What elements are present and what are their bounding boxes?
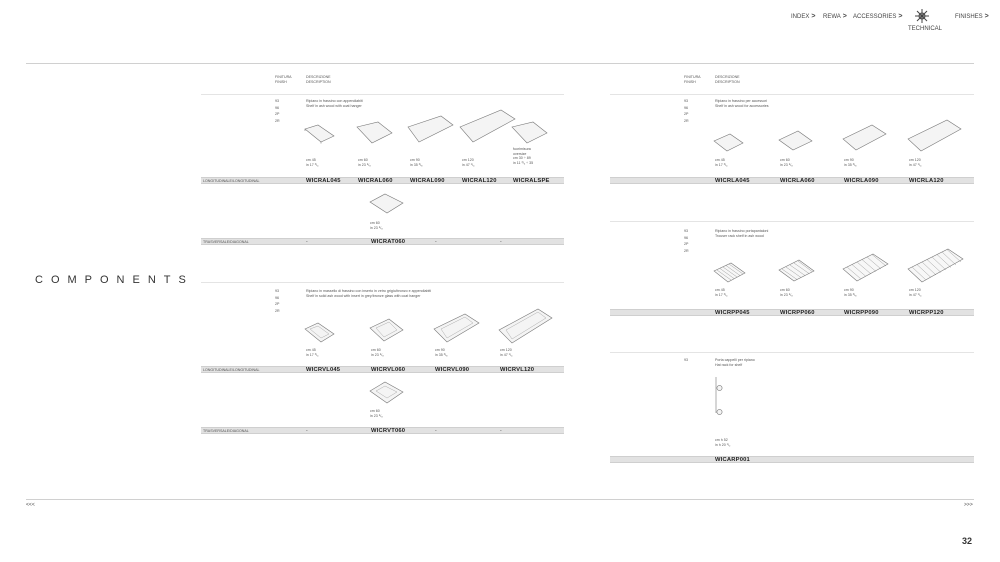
dimension-label: cm 60 in 23 ⁵/₈ — [370, 409, 383, 418]
product-code: WICRAT060 — [371, 239, 406, 245]
nav-finishes[interactable]: FINISHES > — [955, 13, 989, 20]
shelf-drawing — [511, 121, 549, 145]
product-description: Ripiano in frassino per accessori Shelf in ash wood for accessories — [715, 99, 769, 108]
product-code: WICRPP060 — [780, 310, 815, 316]
product-code: WICARP001 — [715, 457, 750, 463]
product-code: WICRAL090 — [410, 178, 445, 184]
product-code: WICRVT060 — [371, 428, 406, 434]
prev-page-button[interactable]: <<< — [26, 502, 35, 508]
dimension-label: cm 60 in 23 ⁵/₈ — [780, 158, 793, 167]
dimension-label: fuorimisura oversize cm 30 ÷ 89 in 11 ³/₄ ÷ 35 — [513, 147, 534, 165]
chevron-right-icon: > — [811, 13, 816, 20]
dimension-label: cm 45 in 17 ³/₄ — [306, 348, 319, 357]
nav-index[interactable]: INDEX > — [791, 13, 816, 20]
code-bar — [610, 309, 974, 316]
code-bar: TRASVERSALE/DIAGONAL - WICRAT060 - - — [201, 238, 564, 245]
page-number: 32 — [962, 536, 973, 546]
shelf-drawing — [713, 133, 745, 153]
next-page-button[interactable]: >>> — [964, 502, 973, 508]
technical-icon — [914, 8, 930, 24]
product-description: Ripiano in massello di frassino con inserto in vetro grigio/bronzo e appendiabiti Shelf in solid ash wood with insert in grey/bronze glass with coat hanger — [306, 289, 432, 298]
dimension-label: cm 45 in 17 ³/₄ — [715, 288, 728, 297]
trouser-rack-drawing — [713, 262, 747, 284]
product-description: Ripiano in frassino portapantaloni Trouser rack shelf in ash wood — [715, 229, 769, 238]
product-description: Porta cappelli per ripiano Hat rack for shelf — [715, 358, 755, 367]
header-rule — [201, 94, 564, 95]
finish-codes: 93 96 2P 2R — [275, 289, 280, 313]
product-code: WICRVL060 — [371, 367, 406, 373]
finish-codes: 93 96 2P 2R — [684, 99, 689, 123]
shelf-drawing — [907, 119, 963, 153]
shelf-drawing — [369, 318, 405, 344]
top-divider — [26, 63, 974, 64]
product-code: WICRAL060 — [358, 178, 393, 184]
dimension-label: cm 60 in 23 ⁵/₈ — [358, 158, 371, 167]
code-bar: LONGITUDINALE/LONGITUDINAL WICRVL045 WICRVL060 WICRVL090 WICRVL120 — [201, 366, 564, 373]
code-bar: TRASVERSALE/DIAGONAL - WICRVT060 - - — [201, 427, 564, 434]
chevron-right-icon: > — [842, 13, 847, 20]
shelf-drawing — [407, 115, 455, 145]
hat-rack-drawing — [712, 375, 726, 417]
product-code: WICRPP090 — [844, 310, 879, 316]
nav-accessories[interactable]: ACCESSORIES > — [853, 13, 903, 20]
nav-rewa[interactable]: REWA > — [823, 13, 847, 20]
dimension-label: cm 45 in 17 ³/₄ — [715, 158, 728, 167]
dimension-label: cm 45 in 17 ³/₄ — [306, 158, 319, 167]
code-bar: LONGITUDINALE/LONGITUDINAL WICRAL045 WICRAL060 WICRAL090 WICRAL120 WICRALSPE — [201, 177, 564, 184]
group-rule — [610, 352, 974, 353]
header-finish: FINITURA FINISH — [684, 75, 701, 84]
shelf-drawing — [369, 193, 405, 215]
dimension-label: cm 120 in 47 ¹/₄ — [500, 348, 513, 357]
chevron-right-icon: > — [984, 13, 989, 20]
shelf-drawing — [304, 124, 336, 144]
shelf-drawing — [842, 124, 888, 152]
code-bar — [610, 456, 974, 463]
finish-codes: 93 96 2P 2R — [684, 229, 689, 253]
product-code: WICRVL045 — [306, 367, 341, 373]
header-description: DESCRIZIONE DESCRIPTION — [715, 75, 740, 84]
header-description: DESCRIZIONE DESCRIPTION — [306, 75, 331, 84]
product-code: WICRLA090 — [844, 178, 879, 184]
dimension-label: cm 120 in 47 ¹/₄ — [909, 158, 922, 167]
product-code: WICRAL120 — [462, 178, 497, 184]
header-finish: FINITURA FINISH — [275, 75, 292, 84]
dimension-label: cm 120 in 47 ¹/₄ — [462, 158, 475, 167]
nav-technical[interactable]: TECHNICAL — [908, 8, 936, 32]
chevron-right-icon: > — [898, 13, 903, 20]
dimension-label: cm 60 in 23 ⁵/₈ — [370, 221, 383, 230]
product-code: WICRPP045 — [715, 310, 750, 316]
product-code: WICRLA060 — [780, 178, 815, 184]
shelf-drawing — [498, 308, 554, 346]
dimension-label: cm 60 in 23 ⁵/₈ — [780, 288, 793, 297]
trouser-rack-drawing — [907, 248, 965, 284]
shelf-drawing — [356, 121, 394, 145]
product-code: WICRVL120 — [500, 367, 535, 373]
header-rule — [610, 94, 974, 95]
dimension-label: cm 90 in 35 ³/₈ — [844, 158, 857, 167]
product-code: WICRVL090 — [435, 367, 470, 373]
shelf-drawing — [433, 313, 481, 345]
product-code: WICRLA120 — [909, 178, 944, 184]
product-code: WICRPP120 — [909, 310, 944, 316]
shelf-drawing — [369, 381, 405, 405]
product-code: WICRLA045 — [715, 178, 750, 184]
bottom-divider — [26, 499, 974, 500]
dimension-label: cm 120 in 47 ¹/₄ — [909, 288, 922, 297]
shelf-drawing — [304, 322, 336, 344]
code-bar — [610, 177, 974, 184]
dimension-label: cm h 52 in h 20 ¹/₂ — [715, 438, 731, 447]
dimension-label: cm 90 in 35 ³/₈ — [844, 288, 857, 297]
dimension-label: cm 90 in 35 ³/₈ — [410, 158, 423, 167]
section-title: COMPONENTS — [35, 274, 194, 286]
group-rule — [610, 221, 974, 222]
finish-codes: 93 — [684, 358, 688, 362]
product-code: WICRALSPE — [513, 178, 550, 184]
dimension-label: cm 90 in 35 ³/₈ — [435, 348, 448, 357]
finish-codes: 93 96 2P 2R — [275, 99, 280, 123]
shelf-drawing — [459, 109, 517, 145]
product-code: WICRAL045 — [306, 178, 341, 184]
shelf-drawing — [778, 130, 814, 152]
product-description: Ripiano in frassino con appendiabiti Shelf in ash wood with coat hanger — [306, 99, 363, 108]
dimension-label: cm 60 in 23 ⁵/₈ — [371, 348, 384, 357]
trouser-rack-drawing — [778, 259, 816, 283]
trouser-rack-drawing — [842, 253, 890, 283]
group-rule — [201, 282, 564, 283]
